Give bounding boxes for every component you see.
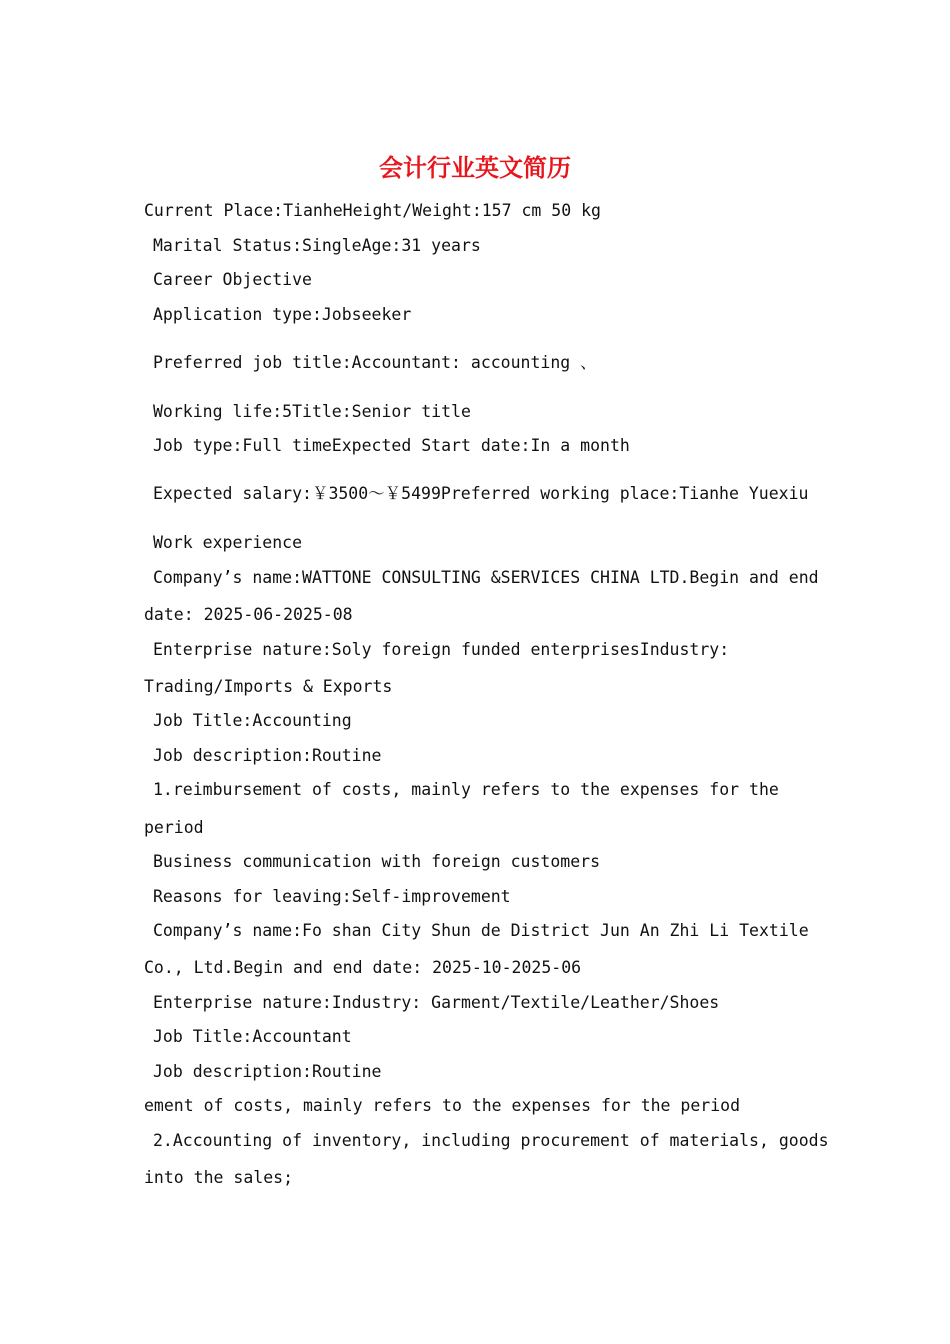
text-line-enterprise-nature-2: Enterprise nature:Industry: Garment/Textile/Leather/Shoes xyxy=(153,993,720,1012)
text-line-duty-2a: ement of costs, mainly refers to the expenses for the period xyxy=(144,1096,741,1115)
text-line-company-name-2: Company’s name:Fo shan City Shun de District Jun An Zhi Li Textile xyxy=(153,921,809,940)
text-line-date-2: Co., Ltd.Begin and end date: 2025-10-2025-06 xyxy=(144,958,582,977)
text-line-current-place: Current Place:TianheHeight/Weight:157 cm 50 kg xyxy=(144,201,601,220)
text-line-job-description-2: Job description:Routine xyxy=(153,1062,382,1081)
text-line-reasons-for-leaving: Reasons for leaving:Self-improvement xyxy=(153,887,511,906)
text-line-work-experience: Work experience xyxy=(153,533,303,552)
text-line-date-1: date: 2025-06-2025-08 xyxy=(144,605,353,624)
text-line-expected-salary: Expected salary:￥3500～￥5499Preferred working place:Tianhe Yuexiu xyxy=(153,484,809,503)
text-line-duty-2b-cont: into the sales; xyxy=(144,1168,294,1187)
text-line-job-description-1: Job description:Routine xyxy=(153,746,382,765)
text-line-business-communication: Business communication with foreign customers xyxy=(153,852,601,871)
document-title: 会计行业英文简历 xyxy=(379,153,571,182)
text-line-enterprise-nature-1: Enterprise nature:Soly foreign funded enterprisesIndustry: xyxy=(153,640,730,659)
text-line-company-name-1: Company’s name:WATTONE CONSULTING &SERVICES CHINA LTD.Begin and end xyxy=(153,568,819,587)
text-line-duty-2b: 2.Accounting of inventory, including procurement of materials, goods xyxy=(153,1131,829,1150)
text-line-job-type: Job type:Full timeExpected Start date:In a month xyxy=(153,436,630,455)
text-line-industry-1: Trading/Imports & Exports xyxy=(144,677,393,696)
text-line-job-title-2: Job Title:Accountant xyxy=(153,1027,352,1046)
text-line-duty-1: 1.reimbursement of costs, mainly refers to the expenses for the xyxy=(153,780,779,799)
text-line-career-objective: Career Objective xyxy=(153,270,312,289)
text-line-marital-status: Marital Status:SingleAge:31 years xyxy=(153,236,481,255)
text-line-duty-1-cont: period xyxy=(144,818,204,837)
text-line-application-type: Application type:Jobseeker xyxy=(153,305,412,324)
text-line-preferred-job-title: Preferred job title:Accountant: accounting 、 xyxy=(153,353,597,372)
text-line-job-title-1: Job Title:Accounting xyxy=(153,711,352,730)
text-line-working-life: Working life:5Title:Senior title xyxy=(153,402,471,421)
